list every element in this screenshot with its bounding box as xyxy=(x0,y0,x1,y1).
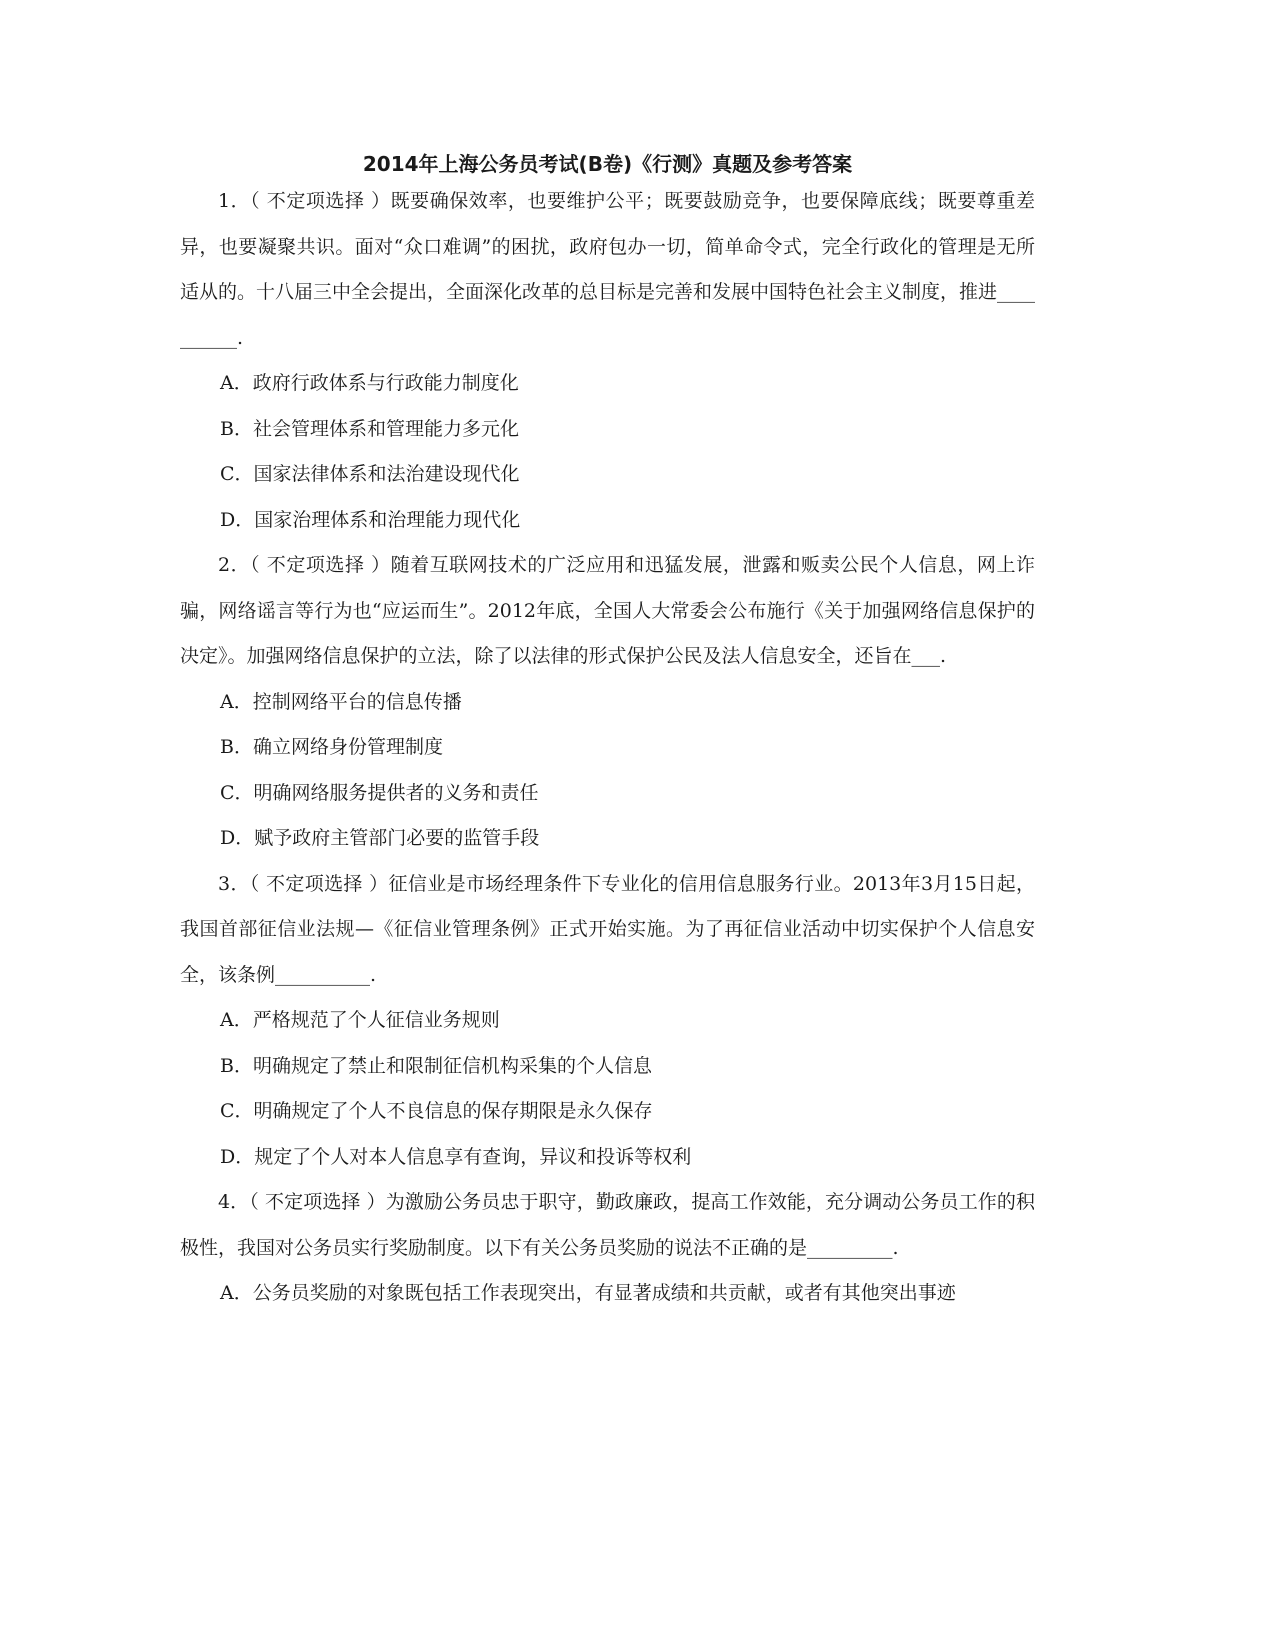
option-b: B．明确规定了禁止和限制征信机构采集的个人信息 xyxy=(220,1054,652,1077)
option-d: D．国家治理体系和治理能力现代化 xyxy=(220,508,521,531)
option-a: A．公务员奖励的对象既包括工作表现突出，有显著成绩和共贡献，或者有其他突出事迹 xyxy=(220,1282,956,1304)
option-b: B．社会管理体系和管理能力多元化 xyxy=(220,417,519,440)
question-4 xyxy=(180,1180,1035,1317)
question-stem: 1．（ 不定项选择 ）既要确保效率，也要维护公平；既要鼓励竞争，也要保障底线；既要尊重差异，也要凝聚共识。面对“众口难调”的困扰，政府包办一切，简单命令式，完全行政化的管理是无所适从的。十八届三中全会提出，全面深化改革的总目标是完善和发展中国特色社会主义制度，推进__________. xyxy=(180,190,1036,349)
question-stem: 4．（ 不定项选择 ）为激励公务员忠于职守，勤政廉政，提高工作效能，充分调动公务员工作的积极性，我国对公务员实行奖励制度。以下有关公务员奖励的说法不正确的是_________. xyxy=(180,1191,1035,1259)
document-title: 2014年上海公务员考试(B卷)《行测》真题及参考答案 xyxy=(362,152,853,176)
option-a: A．严格规范了个人征信业务规则 xyxy=(220,1009,500,1031)
question-3 xyxy=(180,862,1035,1181)
option-b: B．确立网络身份管理制度 xyxy=(220,736,443,758)
option-a: A．政府行政体系与行政能力制度化 xyxy=(220,372,519,394)
question-2 xyxy=(180,543,1035,862)
option-c: C．国家法律体系和法治建设现代化 xyxy=(220,463,520,485)
option-a: A．控制网络平台的信息传播 xyxy=(220,690,462,713)
question-stem: 2．（ 不定项选择 ）随着互联网技术的广泛应用和迅猛发展，泄露和贩卖公民个人信息，网上诈骗，网络谣言等行为也“应运而生”。2012年底，全国人大常委会公布施行《关于加强网络信息保护的决定》。加强网络信息保护的立法，除了以法律的形式保护公民及法人信息安全，还旨在___. xyxy=(180,554,1035,667)
option-d: D．规定了个人对本人信息享有查询，异议和投诉等权利 xyxy=(220,1145,692,1168)
document-body xyxy=(180,179,1035,1317)
option-c: C．明确网络服务提供者的义务和责任 xyxy=(220,781,539,804)
option-d: D．赋予政府主管部门必要的监管手段 xyxy=(220,827,540,849)
option-c: C．明确规定了个人不良信息的保存期限是永久保存 xyxy=(220,1100,653,1122)
question-stem: 3．（ 不定项选择 ）征信业是市场经理条件下专业化的信用信息服务行业。2013年3月15日起，我国首部征信业法规—《征信业管理条例》正式开始实施。为了再征信业活动中切实保护个人信息安全，该条例__________. xyxy=(180,872,1035,986)
question-1 xyxy=(180,179,1035,543)
